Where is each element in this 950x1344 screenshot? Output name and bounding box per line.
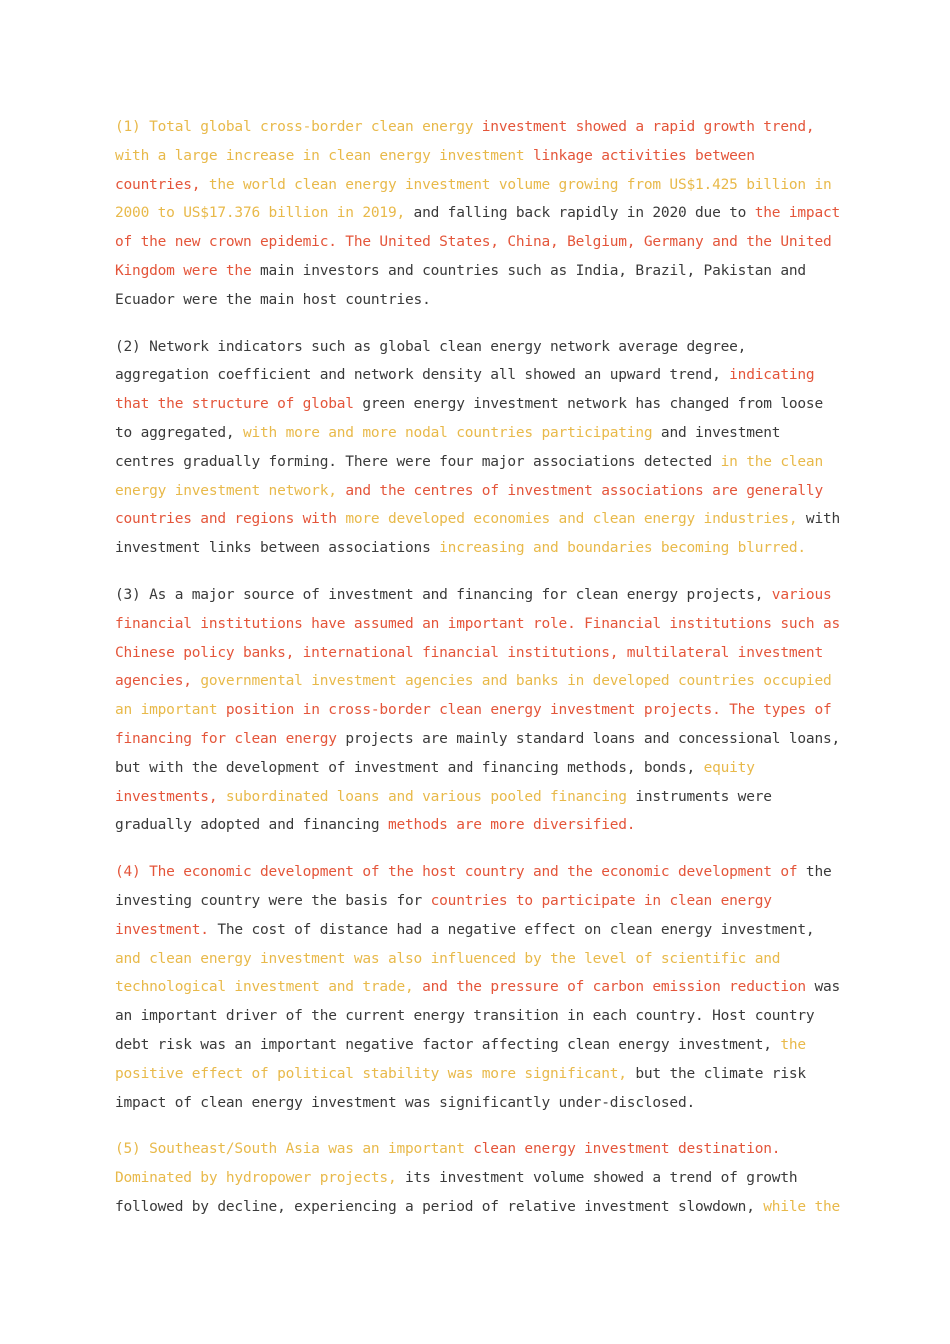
text-line bbox=[115, 361, 835, 390]
document-body bbox=[115, 113, 841, 1240]
text-segment: (4) The economic development of the host country and the economic development of bbox=[115, 864, 806, 881]
text-segment: financing for clean energy bbox=[115, 730, 346, 747]
text-segment: countries and regions with bbox=[115, 511, 346, 528]
text-segment: 2000 to US$17.376 billion in 2019, bbox=[115, 205, 414, 222]
text-segment: but the climate risk bbox=[635, 1065, 806, 1082]
text-segment: clean energy investment destination. bbox=[473, 1141, 781, 1158]
text-segment: and falling back rapidly in 2020 due to bbox=[413, 205, 755, 222]
text-line bbox=[115, 973, 841, 1002]
text-line bbox=[115, 390, 835, 419]
text-segment: investing country were the basis for bbox=[115, 892, 431, 909]
text-segment: financial institutions have assumed an important role. Financial institutions such as bbox=[115, 615, 841, 632]
text-segment: countries to participate in clean energy bbox=[430, 892, 772, 909]
text-segment: methods are more diversified. bbox=[387, 817, 636, 834]
text-line bbox=[115, 945, 835, 974]
text-line bbox=[115, 1135, 835, 1164]
text-segment: subordinated loans and various pooled financing bbox=[225, 788, 636, 805]
text-line bbox=[115, 113, 835, 142]
text-segment: Chinese policy banks, international financial institutions, multilateral investment bbox=[115, 644, 823, 661]
text-segment: centres gradually forming. There were four major associations detected bbox=[115, 453, 721, 470]
text-segment: the bbox=[780, 1036, 806, 1053]
text-segment: Kingdom were the bbox=[115, 262, 261, 279]
text-line bbox=[115, 887, 835, 916]
text-segment: and the pressure of carbon emission reduction bbox=[422, 979, 815, 996]
text-segment: countries, bbox=[115, 176, 209, 193]
text-segment: the impact bbox=[754, 205, 841, 222]
text-segment: investment links between associations bbox=[115, 540, 440, 557]
text-line bbox=[115, 1193, 841, 1222]
text-segment: (3) As a major source of investment and financing for clean energy projects, bbox=[115, 586, 772, 603]
text-segment: with more and more nodal countries participating bbox=[242, 424, 661, 441]
text-segment: (2) Network indicators such as global clean energy network average degree, bbox=[115, 338, 747, 355]
text-line bbox=[115, 199, 841, 228]
text-line bbox=[115, 916, 835, 945]
text-segment: energy investment network, bbox=[115, 482, 346, 499]
text-line bbox=[115, 858, 835, 887]
text-segment: and investment bbox=[660, 424, 781, 441]
text-line bbox=[115, 1089, 835, 1118]
text-line bbox=[115, 333, 835, 362]
text-segment: to aggregated, bbox=[115, 424, 243, 441]
text-segment: equity bbox=[703, 759, 755, 776]
text-line bbox=[115, 257, 835, 286]
text-line bbox=[115, 754, 835, 783]
text-line bbox=[115, 667, 835, 696]
text-segment: followed by decline, experiencing a period of relative investment slowdown, bbox=[115, 1198, 764, 1215]
text-line bbox=[115, 448, 835, 477]
text-segment: investments, bbox=[115, 788, 226, 805]
text-line bbox=[115, 286, 835, 315]
text-line bbox=[115, 1164, 835, 1193]
text-segment: main investors and countries such as India, Brazil, Pakistan and bbox=[260, 262, 806, 279]
text-segment: various bbox=[771, 586, 832, 603]
text-segment: increasing and boundaries becoming blurred. bbox=[439, 540, 806, 557]
text-segment: of the new crown epidemic. The United States, China, Belgium, Germany and the United bbox=[115, 234, 832, 251]
text-segment: gradually adopted and financing bbox=[115, 817, 388, 834]
text-segment: The cost of distance had a negative effect on clean energy investment, bbox=[217, 921, 815, 938]
text-segment: and the centres of investment associations are generally bbox=[345, 482, 823, 499]
text-segment: investment. bbox=[115, 921, 218, 938]
text-line bbox=[115, 534, 835, 563]
text-segment: (1) Total global cross-border clean energy bbox=[115, 119, 482, 135]
paragraph-1 bbox=[115, 113, 841, 315]
text-segment: linkage activities between bbox=[532, 147, 755, 164]
text-line bbox=[115, 725, 841, 754]
text-segment: instruments were bbox=[635, 788, 772, 805]
text-line bbox=[115, 1031, 835, 1060]
text-line bbox=[115, 783, 835, 812]
text-segment: technological investment and trade, bbox=[115, 979, 423, 996]
text-line bbox=[115, 171, 835, 200]
text-segment: green energy investment network has changed from loose bbox=[362, 396, 823, 413]
text-segment: Ecuador were the main host countries. bbox=[115, 291, 431, 308]
text-segment: with a large increase in clean energy investment bbox=[115, 147, 533, 164]
text-line bbox=[115, 811, 835, 840]
text-segment: its investment volume showed a trend of growth bbox=[405, 1170, 798, 1187]
text-segment: Dominated by hydropower projects, bbox=[115, 1170, 406, 1187]
text-line bbox=[115, 610, 841, 639]
text-segment: positive effect of political stability was more significant, bbox=[115, 1065, 636, 1082]
text-segment: indicating bbox=[729, 367, 815, 384]
paragraph-5 bbox=[115, 1135, 841, 1221]
text-segment: governmental investment agencies and banks in developed countries occupied bbox=[200, 673, 832, 690]
text-segment: an important bbox=[115, 702, 226, 719]
text-segment: projects are mainly standard loans and concessional loans, bbox=[345, 730, 841, 747]
text-line bbox=[115, 505, 841, 534]
text-segment: the bbox=[805, 864, 832, 881]
paragraph-4 bbox=[115, 858, 841, 1117]
text-segment: the world clean energy investment volume growing from US$1.425 billion in bbox=[208, 176, 832, 193]
text-segment: with bbox=[805, 511, 841, 528]
text-segment: an important driver of the current energy transition in each country. Host country bbox=[115, 1008, 815, 1025]
text-segment: investment showed a rapid growth trend, bbox=[481, 119, 815, 135]
text-line bbox=[115, 142, 835, 171]
text-segment: in the clean bbox=[720, 453, 823, 470]
text-line bbox=[115, 1002, 835, 1031]
text-segment: and clean energy investment was also influenced by the level of scientific and bbox=[115, 950, 781, 967]
text-line bbox=[115, 1060, 835, 1089]
text-segment: impact of clean energy investment was significantly under-disclosed. bbox=[115, 1094, 696, 1111]
text-line bbox=[115, 477, 835, 506]
text-line bbox=[115, 419, 835, 448]
paragraph-3 bbox=[115, 581, 841, 840]
text-segment: position in cross-border clean energy investment projects. The types of bbox=[225, 702, 832, 719]
text-segment: was bbox=[814, 979, 841, 996]
text-segment: that the structure of global bbox=[115, 396, 363, 413]
text-line bbox=[115, 228, 835, 257]
text-segment: more developed economies and clean energy industries, bbox=[345, 511, 806, 528]
text-line bbox=[115, 696, 835, 725]
paragraph-2 bbox=[115, 333, 841, 563]
text-segment: while the bbox=[763, 1198, 841, 1215]
text-segment: aggregation coefficient and network density all showed an upward trend, bbox=[115, 367, 730, 384]
text-line bbox=[115, 639, 835, 668]
text-segment: agencies, bbox=[115, 673, 201, 690]
text-segment: but with the development of investment and financing methods, bonds, bbox=[115, 759, 704, 776]
text-segment: debt risk was an important negative factor affecting clean energy investment, bbox=[115, 1036, 781, 1053]
text-line bbox=[115, 581, 835, 610]
text-segment: (5) Southeast/South Asia was an important bbox=[115, 1141, 474, 1158]
